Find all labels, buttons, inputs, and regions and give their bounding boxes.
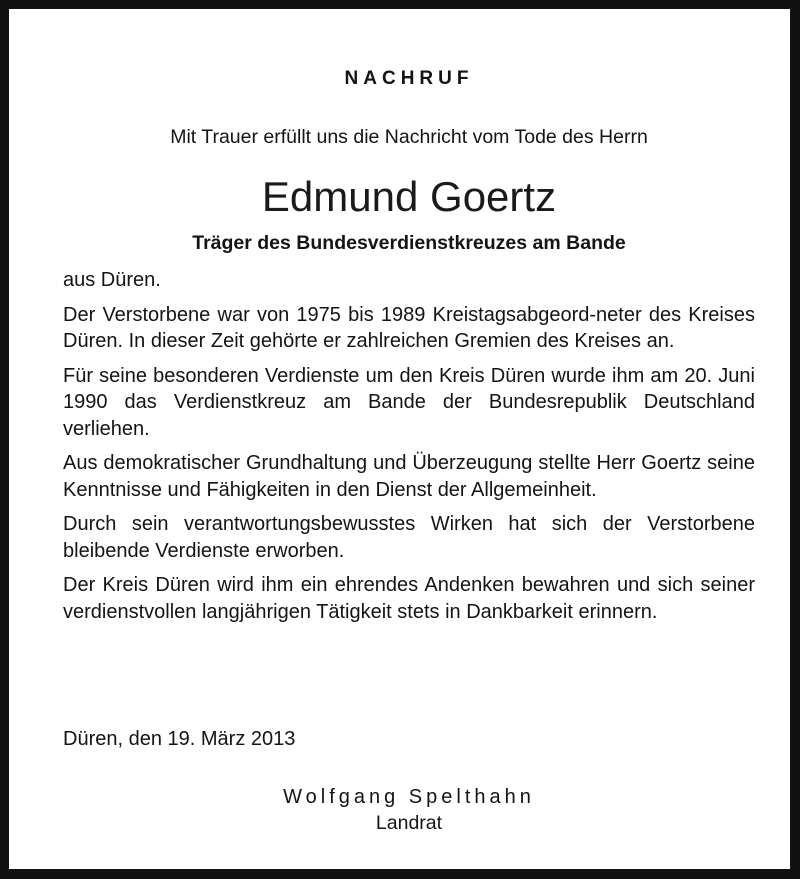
honor-line: Träger des Bundesverdienstkreuzes am Bande: [192, 232, 626, 254]
body-paragraph-service: Aus demokratischer Grundhaltung und Überzeugung stellte Herr Goertz seine Kenntnisse und Fähigkeiten in den Dienst der Allgemeinheit.: [63, 452, 755, 501]
obituary-body: [63, 267, 755, 633]
signer-role: Landrat: [375, 812, 443, 834]
obituary-heading: NACHRUF: [344, 68, 474, 89]
signer-name: Wolfgang Spelthahn: [283, 786, 535, 808]
place-date: Düren, den 19. März 2013: [63, 728, 296, 750]
deceased-name: Edmund Goertz: [261, 173, 557, 220]
body-paragraph-award: Für seine besonderen Verdienste um den Kreis Düren wurde ihm am 20. Juni 1990 das Verdienstkreuz am Bande der Bundesrepublik Deutschland verliehen.: [63, 364, 755, 440]
body-paragraph-origin: aus Düren.: [63, 269, 161, 291]
body-paragraph-merit: Durch sein verantwortungsbewusstes Wirken hat sich der Verstorbene bleibende Verdienste erworben.: [63, 513, 755, 562]
body-paragraph-remembrance: Der Kreis Düren wird ihm ein ehrendes Andenken bewahren und sich seiner verdienstvollen langjährigen Tätigkeit stets in Dankbarkeit erinnern.: [63, 574, 755, 623]
intro-line: Mit Trauer erfüllt uns die Nachricht vom Tode des Herrn: [170, 126, 648, 148]
body-paragraph-career: Der Verstorbene war von 1975 bis 1989 Kreistagsabgeord-neter des Kreises Düren. In dieser Zeit gehörte er zahlreichen Gremien des Kreises an.: [63, 303, 755, 352]
